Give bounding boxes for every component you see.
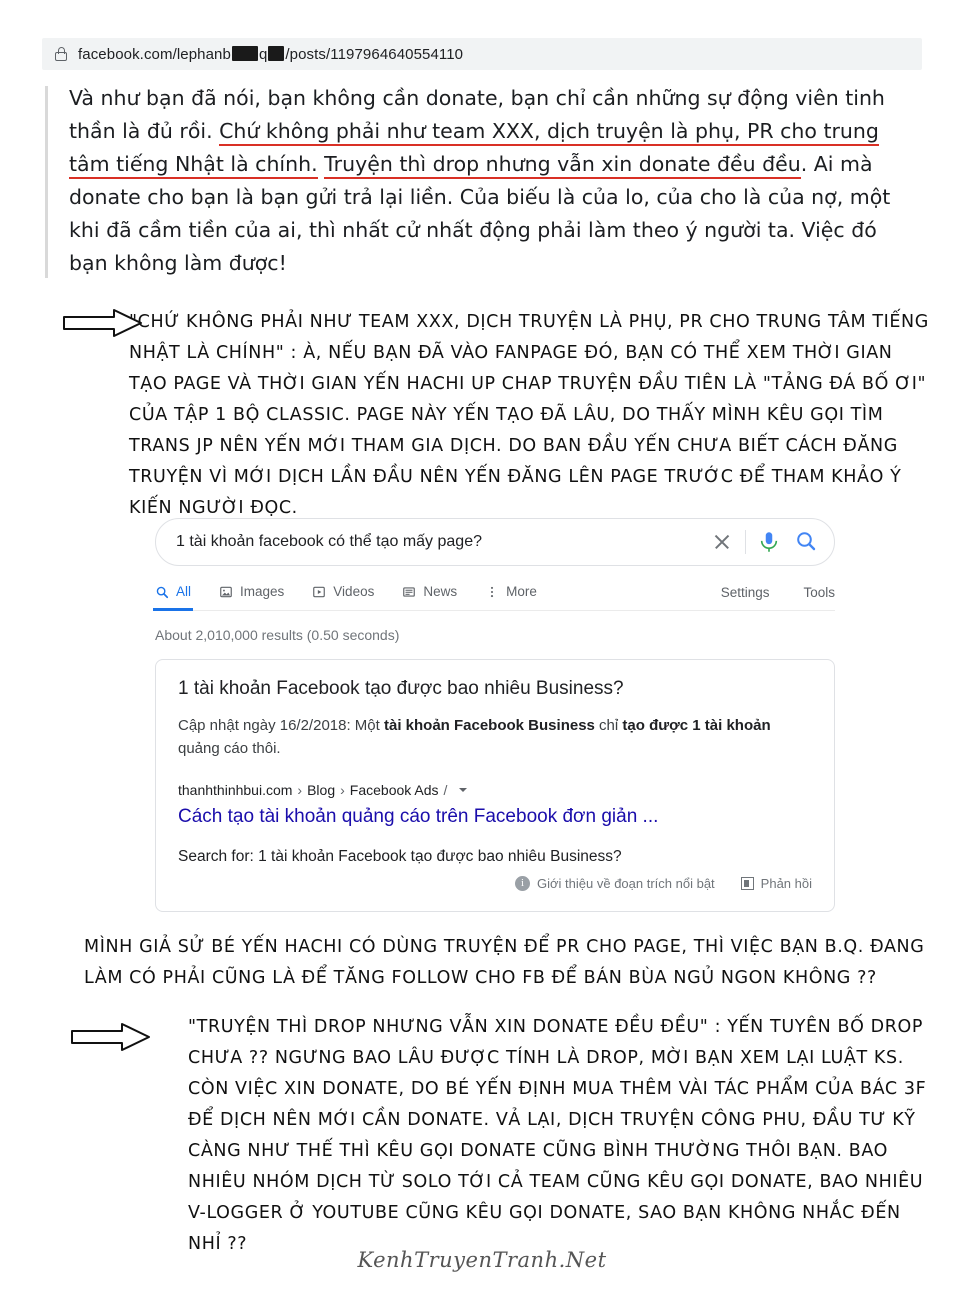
snippet-mid: chỉ: [594, 717, 623, 734]
about-label: Giới thiệu về đoạn trích nổi bật: [537, 876, 715, 891]
google-search-bar[interactable]: [155, 518, 835, 566]
microphone-icon[interactable]: [756, 528, 782, 556]
result-link[interactable]: Cách tạo tài khoản quảng cáo trên Facebook đơn giản ...: [178, 806, 659, 827]
tab-label: All: [176, 584, 192, 599]
annotation-block-1: "CHỨ KHÔNG PHẢI NHƯ TEAM XXX, DỊCH TRUYỆN LÀ PHỤ, PR CHO TRUNG TÂM TIẾNG NHẬT LÀ CHÍNH" : À, NẾU BẠN ĐÃ VÀO FANPAGE ĐÓ, BẠN CÓ THỂ XEM THỜI GIAN TẠO PAGE VÀ THỜI GIAN YẾN HACHI UP CHAP TRUYỆN ĐẦU TIÊN LÀ "TẢNG ĐÁ BỐ ƠI" CỦA TẬP 1 BỘ CLASSIC. PAGE NÀY YẾN TẠO ĐÃ LÂU, DO THẤY MÌNH KÊU GỌI TÌM TRANS JP NÊN YẾN MỚI THAM GIA DỊCH. DO BAN ĐẦU YẾN CHƯA BIẾT CÁCH ĐĂNG TRUYỆN VÌ MỚI DỊCH LẦN ĐẦU NÊN YẾN ĐĂNG LÊN PAGE TRƯỚC ĐỂ THAM KHẢO Ý KIẾN NGƯỜI ĐỌC.: [129, 312, 929, 518]
search-for-text[interactable]: Search for: 1 tài khoản Facebook tạo được bao nhiêu Business?: [178, 848, 622, 865]
google-search-screenshot: [155, 518, 835, 912]
more-icon: [485, 585, 499, 599]
url-path-2: Facebook Ads: [349, 782, 439, 798]
search-icon: [155, 585, 169, 599]
tab-label: Videos: [333, 584, 375, 599]
tab-images[interactable]: [219, 584, 284, 601]
url-separator: ›: [297, 782, 303, 798]
quote-part-3: . Ai mà donate cho bạn là bạn gửi trả lại liền. Của biếu là của lo, của cho là của nợ, một khi đã cầm tiền của ai, thì nhất cử nhất động phải làm theo ý người ta. Việc đó bạn không làm được!: [69, 152, 891, 275]
flag-icon: [741, 877, 754, 890]
tab-label: Images: [240, 584, 285, 599]
quote-text: [69, 82, 920, 280]
annotation-block-3: "TRUYỆN THÌ DROP NHƯNG VẪN XIN DONATE ĐỀU ĐỀU" : YẾN TUYÊN BỐ DROP CHƯA ?? NGƯNG BAO LÂU ĐƯỢC TÍNH LÀ DROP, MỜI BẠN XEM LẠI LUẬT KS. CÒN VIỆC XIN DONATE, DO BÉ YẾN ĐỊNH MUA THÊM VÀI TÁC PHẨM CỦA BÁC 3F ĐỂ DỊCH NÊN MỚI CẦN DONATE. VẢ LẠI, DỊCH TRUYỆN CÔNG PHU, ĐẦU TƯ KỸ CÀNG NHƯ THẾ THÌ KÊU GỌI DONATE CŨNG BÌNH THƯỜNG THÔI BẠN. BAO NHIÊU NHÓM DỊCH TỪ SOLO TỚI CẢ TEAM CŨNG KÊU GỌI DONATE, BAO NHIÊU V-LOGGER Ở YOUTUBE CŨNG KÊU GỌI DONATE, SAO BẠN KHÔNG NHẮC ĐẾN NHỈ ??: [188, 1017, 927, 1254]
tab-all[interactable]: [155, 584, 191, 601]
result-count: About 2,010,000 results (0.50 seconds): [155, 627, 400, 643]
tab-news[interactable]: [402, 584, 457, 601]
news-icon: [402, 585, 416, 599]
tab-videos[interactable]: [312, 584, 374, 601]
tab-bar-right: [687, 585, 835, 600]
url-prefix: facebook.com/lephanb: [78, 45, 231, 63]
google-tab-bar: [155, 584, 835, 611]
tab-label: News: [423, 584, 458, 599]
snippet-footer: [178, 876, 812, 891]
arrow-right-icon: [70, 1022, 152, 1052]
snippet-title: 1 tài khoản Facebook tạo được bao nhiêu Business?: [178, 678, 624, 699]
snippet-post: quảng cáo thôi.: [178, 740, 281, 757]
quote-underlined-2: Truyện thì drop nhưng vẫn xin donate đều đều: [324, 152, 801, 179]
search-icon[interactable]: [794, 529, 820, 555]
url-domain: thanhthinhbui.com: [178, 782, 293, 798]
divider: [745, 530, 746, 554]
chevron-down-icon[interactable]: [459, 788, 467, 792]
info-icon: i: [515, 876, 530, 891]
url-separator: /: [443, 782, 448, 798]
snippet-bold-2: tạo được 1 tài khoản: [622, 717, 771, 734]
featured-snippet-card: [155, 659, 835, 912]
url-separator: ›: [340, 782, 345, 798]
settings-button[interactable]: Settings: [720, 585, 770, 600]
redacted-block: [232, 46, 258, 61]
clear-icon[interactable]: [709, 529, 735, 555]
result-url[interactable]: [178, 782, 812, 798]
quoted-post: [45, 82, 920, 280]
quote-underlined-1: Chứ không phải như team XXX, dịch truyện là phụ, PR cho trung tâm tiếng Nhật là chính.: [69, 119, 879, 179]
annotation-block-2: MÌNH GIẢ SỬ BÉ YẾN HACHI CÓ DÙNG TRUYỆN ĐỂ PR CHO PAGE, THÌ VIỆC BẠN B.Q. ĐANG LÀM CÓ PHẢI CŨNG LÀ ĐỂ TĂNG FOLLOW CHO FB ĐỂ BÁN BÙA NGỦ NGON KHÔNG ??: [84, 937, 925, 988]
feedback-button[interactable]: [741, 876, 812, 891]
feedback-label: Phản hồi: [760, 876, 812, 891]
browser-address-bar[interactable]: [42, 38, 922, 70]
video-icon: [312, 585, 326, 599]
snippet-text: [178, 714, 812, 760]
url-text: [78, 46, 463, 63]
lock-icon: [54, 46, 68, 62]
url-suffix: /posts/1197964640554110: [285, 45, 464, 63]
quote-part-1: Và như bạn đã nói, bạn không cần donate, bạn chỉ cần những sự động viên tinh thần là đủ rồi.: [69, 86, 885, 143]
tab-more[interactable]: [485, 584, 537, 601]
quote-bar: [45, 86, 48, 278]
snippet-bold-1: tài khoản Facebook Business: [383, 717, 595, 734]
url-mid: q: [258, 45, 268, 63]
redacted-block: [268, 46, 284, 61]
search-input[interactable]: 1 tài khoản facebook có thể tạo mấy page?: [176, 533, 482, 550]
url-path-1: Blog: [307, 782, 336, 798]
image-icon: [219, 585, 233, 599]
tools-button[interactable]: Tools: [803, 585, 835, 600]
about-featured-snippet[interactable]: [515, 876, 715, 891]
tab-label: More: [506, 584, 537, 599]
watermark: KenhTruyenTranh.Net: [357, 1248, 607, 1272]
snippet-pre: Cập nhật ngày 16/2/2018: Một: [178, 717, 384, 734]
